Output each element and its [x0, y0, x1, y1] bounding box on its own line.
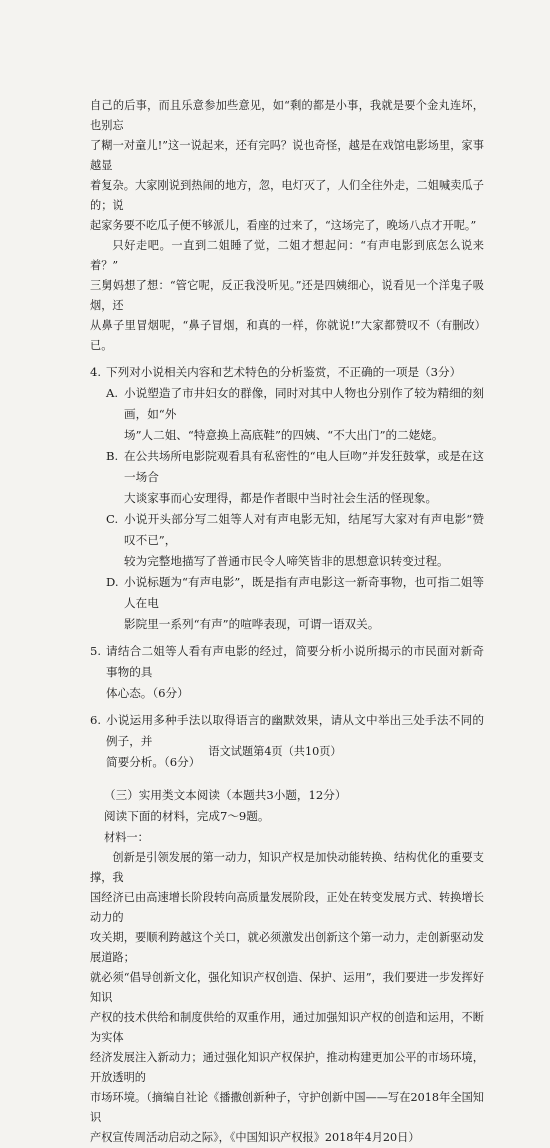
material-line: 就必须“倡导创新文化，强化知识产权创造、保护、运用”，我们要进一步发挥好知识 [90, 971, 484, 1004]
question-text: 体心态。（6分） [106, 686, 189, 700]
question-text: 简要分析。（6分） [106, 755, 201, 769]
material-line: 市场环境。（摘编自社论《播撒创新种子，守护创新中国——写在2018年全国知识 [90, 1091, 484, 1124]
passage-last-line [90, 316, 484, 356]
material-line: 国经济已由高速增长阶段转向高质量发展阶段，正处在转变发展方式、转换增长动力的 [90, 891, 484, 924]
question-text: 请结合二姐等人看有声电影的经过，简要分析小说所揭示的市民面对新奇事物的具 [106, 644, 484, 679]
passage-line: 着复杂。大家刚说到热闹的地方，忽，电灯灭了，人们全往外走，二姐喊卖瓜子的；说 [90, 179, 484, 212]
question-number: 4. [90, 365, 102, 379]
passage-line: 从鼻子里冒烟呢，“鼻子冒烟，和真的一样，你就说!”大家都赞叹不已。 [90, 319, 430, 352]
page-footer: 语文试题第4页（共10页） [208, 745, 342, 758]
material-line: 创新是引领发展的第一动力，知识产权是加快动能转换、结构优化的重要支撑，我 [90, 851, 484, 884]
option-text: 影院里一系列“有声”的喧哗表现，可谓一语双关。 [124, 617, 380, 631]
option-text: 在公共场所电影院观看具有私密性的“电人巨吻”并发狂鼓掌，或是在这一场合 [124, 449, 484, 484]
passage-source: （有删改） [429, 319, 486, 332]
passage-line: 了糊一对童儿!”这一说起来，还有完吗？说也奇怪，越是在戏馆电影场里，家事越显 [90, 139, 484, 172]
section-instruction: 阅读下面的材料，完成7～9题。 [104, 809, 270, 823]
option-text: 小说开头部分写二姐等人对有声电影无知，结尾写大家对有声电影“赞叹不已”， [124, 512, 484, 547]
question-4 [90, 362, 484, 635]
option-d [90, 572, 484, 635]
option-b [90, 446, 484, 509]
question-text: 小说运用多种手法以取得语言的幽默效果，请从文中举出三处手法不同的例子，并 [106, 713, 484, 748]
question-6 [90, 710, 484, 773]
question-5 [90, 641, 484, 704]
option-text: 较为完整地描写了普通市民令人啼笑皆非的思想意识转变过程。 [124, 554, 449, 568]
passage-line: 起家务要不吃瓜子便不够派儿，看座的过来了，“这场完了，晚场八点才开呢。” [90, 219, 477, 232]
option-label: D. [106, 575, 119, 589]
option-label: C. [106, 512, 119, 526]
question-text: 下列对小说相关内容和艺术特色的分析鉴赏，不正确的一项是（3分） [106, 365, 462, 379]
option-label: B. [106, 449, 119, 463]
option-label: A. [106, 386, 119, 400]
option-text: 场”人二姐、“特意换上高底鞋”的四姨、“不大出门”的二姥姥。 [124, 428, 444, 442]
section-3 [90, 785, 484, 1148]
story-passage [90, 96, 484, 356]
question-number: 6. [90, 713, 102, 727]
passage-line: 三舅妈想了想：“管它呢，反正我没听见。”还是四姨细心，说看见一个洋鬼子吸烟，还 [90, 279, 484, 312]
question-number: 5. [90, 644, 102, 658]
option-c [90, 509, 484, 572]
option-text: 小说塑造了市井妇女的群像，同时对其中人物也分别作了较为精细的刻画，如“外 [124, 386, 484, 421]
material-line: 产权宣传周活动启动之际》，《中国知识产权报》2018年4月20日） [90, 1131, 420, 1144]
material-line: 攻关期，要顺利跨越这个关口，就必须激发出创新这个第一动力，走创新驱动发展道路； [90, 931, 484, 964]
question-5-stem [90, 641, 484, 704]
question-6-stem [90, 710, 484, 773]
section-title: （三）实用类文本阅读（本题共3小题，12分） [104, 788, 347, 802]
question-4-stem [90, 362, 484, 383]
material-line: 经济发展注入新动力；通过强化知识产权保护，推动构建更加公平的市场环境，开放透明的 [90, 1051, 484, 1084]
passage-line: 自己的后事，而且乐意参加些意见，如“剩的都是小事，我就是要个金丸连坏，也别忘 [90, 99, 484, 132]
material-line: 产权的技术供给和制度供给的双重作用，通过加强知识产权的创造和运用，不断为实体 [90, 1011, 484, 1044]
material-text [90, 848, 484, 1148]
material-label: 材料一： [104, 831, 149, 844]
passage-line: 只好走吧。一直到二姐睡了觉，二姐才想起问：“有声电影到底怎么说来着？” [90, 239, 484, 272]
option-text: 小说标题为“有声电影”，既是指有声电影这一新奇事物，也可指二姐等人在电 [124, 575, 484, 610]
option-a [90, 383, 484, 446]
option-text: 大谈家事而心安理得，都是作者眼中当时社会生活的怪现象。 [124, 491, 438, 505]
